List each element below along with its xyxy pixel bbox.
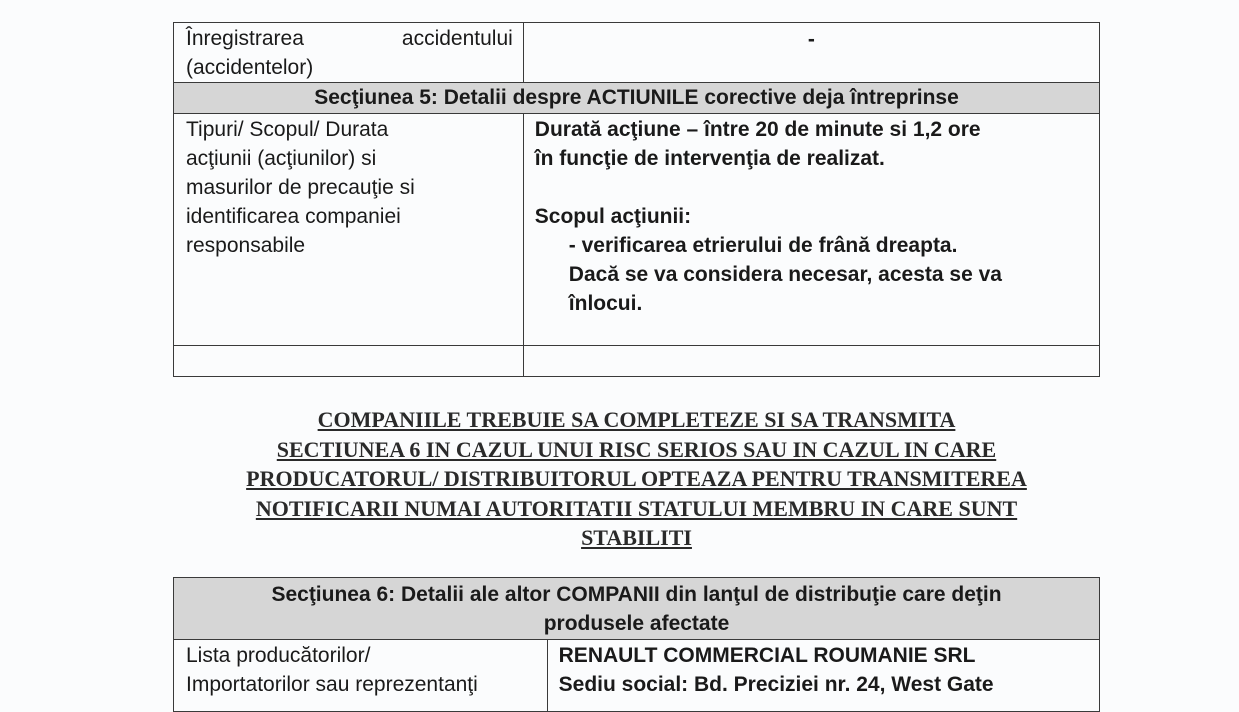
scope-line: Dacă se va considera necesar, acesta se va xyxy=(568,263,1002,286)
empty-cell xyxy=(523,346,1099,377)
label-line: responsabile xyxy=(186,234,306,257)
label-line: Lista producătorilor/ xyxy=(186,644,371,667)
notice-line: COMPANIILE TREBUIE SA COMPLETEZE SI SA TRANSMITA xyxy=(317,407,956,432)
duration-line: Durată acţiune – între 20 de minute si 1,2 ore xyxy=(534,118,981,141)
section-5-label xyxy=(174,114,524,346)
label-line: Importatorilor sau reprezentanţi xyxy=(186,673,478,696)
label-word: Înregistrarea xyxy=(186,27,304,50)
section-5-value xyxy=(523,114,1099,346)
section-5-title: Secţiunea 5: Detalii despre ACTIUNILE corective deja întreprinse xyxy=(174,83,1100,114)
section-6-content-row xyxy=(174,640,1100,712)
section-5-content-row xyxy=(174,114,1100,346)
scope-line: - verificarea etrierului de frână dreapta. xyxy=(568,234,958,257)
title-line: Secţiunea 6: Detalii ale altor COMPANII din lanţul de distribuţie care deţin xyxy=(271,583,1002,606)
accident-record-value: - xyxy=(523,23,1099,83)
accident-record-row xyxy=(174,23,1100,83)
notice-line: STABILITI xyxy=(581,525,692,550)
title-line: produsele afectate xyxy=(543,612,730,635)
accident-record-label xyxy=(174,23,524,83)
empty-row xyxy=(174,346,1100,377)
label-line: acţiunii (acţiunilor) si xyxy=(186,147,377,170)
label-line: Tipuri/ Scopul/ Durata xyxy=(186,118,389,141)
company-name: RENAULT COMMERCIAL ROUMANIE SRL xyxy=(558,644,976,667)
label-line: identificarea companiei xyxy=(186,205,401,228)
section-6-value xyxy=(547,640,1099,712)
label-line: masurilor de precauţie si xyxy=(186,176,415,199)
duration-line: în funcţie de intervenţia de realizat. xyxy=(534,147,885,170)
section-6-header-row xyxy=(174,578,1100,640)
section-6-title xyxy=(174,578,1100,640)
section-4-5-table xyxy=(173,22,1100,377)
label-line: (accidentelor) xyxy=(186,56,314,79)
notice-paragraph xyxy=(150,405,1123,553)
empty-cell xyxy=(174,346,524,377)
spacer xyxy=(535,173,1089,202)
label-word: accidentului xyxy=(401,27,513,50)
scope-title: Scopul acţiunii: xyxy=(534,205,692,228)
company-address: Sediu social: Bd. Preciziei nr. 24, West Gate xyxy=(558,673,994,696)
section-6-label xyxy=(174,640,548,712)
notice-line: PRODUCATORUL/ DISTRIBUITORUL OPTEAZA PENTRU TRANSMITEREA xyxy=(246,466,1027,491)
notice-line: SECTIUNEA 6 IN CAZUL UNUI RISC SERIOS SAU IN CAZUL IN CARE xyxy=(276,436,997,462)
section-6-table xyxy=(173,577,1100,712)
scope-line: înlocui. xyxy=(568,292,643,315)
section-5-header-row xyxy=(174,83,1100,114)
notice-line: NOTIFICARII NUMAI AUTORITATII STATULUI MEMBRU IN CARE SUNT xyxy=(255,495,1018,521)
